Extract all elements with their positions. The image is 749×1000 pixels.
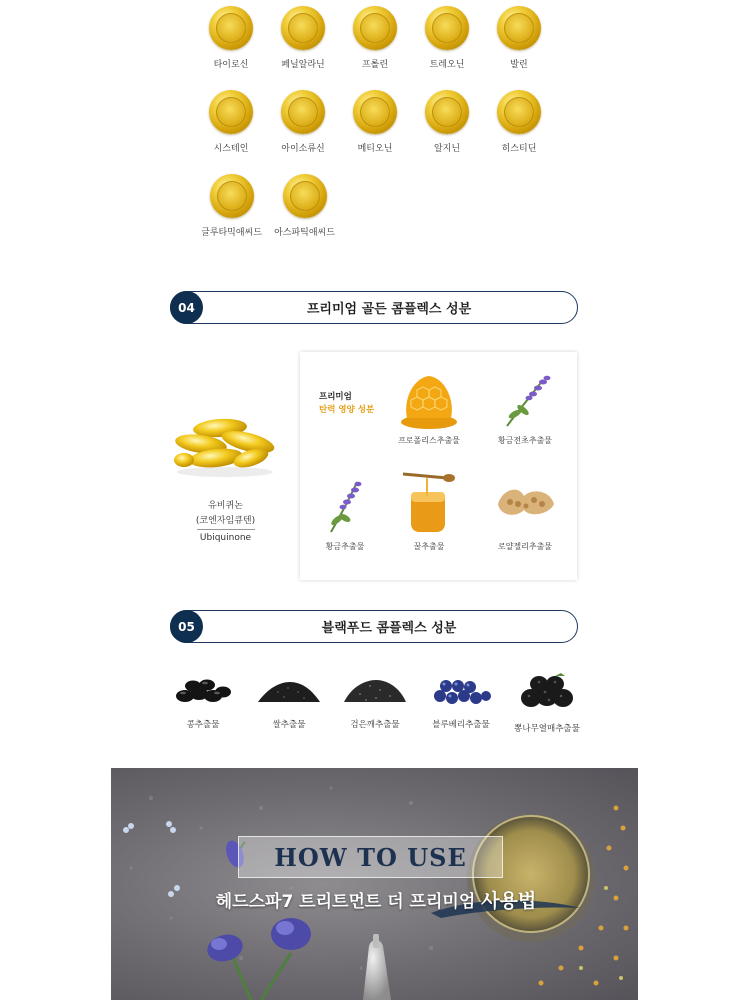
amino-acid-label: 타이로신 — [213, 60, 249, 70]
premium-heading-line2: 탄력 영양 성분 — [319, 405, 375, 415]
black-rice-icon — [254, 672, 324, 708]
ingredient-label: 꿀추출물 — [413, 542, 445, 551]
ingredient-item — [300, 474, 390, 552]
section-title: 프리미엄 골든 콤플렉스 성분 — [306, 302, 472, 317]
section-04-header — [170, 291, 578, 324]
gold-coin-icon — [353, 6, 397, 50]
black-food-label: 블루베리추출물 — [432, 720, 490, 730]
ingredient-label: 황금전초추출물 — [497, 436, 553, 445]
amino-acid-item — [411, 90, 483, 174]
amino-acid-label: 트레오닌 — [429, 60, 465, 70]
gold-coin-icon — [209, 90, 253, 134]
royal-jelly-comb-icon — [490, 474, 560, 536]
black-food-item — [246, 672, 332, 734]
ingredient-item — [480, 474, 570, 552]
amino-acid-item — [483, 90, 555, 174]
amino-acid-label: 메티오닌 — [357, 144, 393, 154]
ingredient-item — [384, 468, 474, 552]
gold-coin-icon — [497, 6, 541, 50]
section-05-header — [170, 610, 578, 643]
black-food-label: 쌀추출물 — [272, 720, 306, 730]
amino-acid-item — [483, 6, 555, 90]
amino-acid-label: 알지닌 — [433, 144, 461, 154]
product-name: 헤드스파7 트리트먼트 더 프리미엄 — [215, 892, 476, 912]
gold-coin-icon — [497, 90, 541, 134]
amino-acid-label: 아스파틱애씨드 — [274, 228, 335, 238]
black-food-item — [160, 672, 246, 734]
section-title: 블랙푸드 콤플렉스 성분 — [321, 621, 457, 636]
black-food-item — [504, 672, 590, 734]
amino-acid-item — [195, 6, 267, 90]
ingredient-item — [384, 370, 474, 446]
black-food-label: 뽕나무열매추출물 — [514, 724, 580, 734]
gold-coin-icon — [209, 6, 253, 50]
ubiquinone-korean-label: 유비퀴논 — [208, 501, 243, 511]
section-number-badge: 04 — [170, 291, 203, 324]
gold-coin-icon — [353, 90, 397, 134]
black-food-item — [332, 672, 418, 734]
premium-ingredients-box — [300, 352, 577, 580]
gold-coin-icon — [281, 6, 325, 50]
gold-coin-icon — [425, 6, 469, 50]
amino-acid-label: 페닐알라닌 — [281, 60, 325, 70]
ubiquinone-english-label: Ubiquinone — [199, 533, 252, 543]
black-food-label: 콩추출물 — [186, 720, 220, 730]
amino-acid-label: 시스테인 — [213, 144, 249, 154]
premium-heading-line1: 프리미엄 — [319, 392, 352, 402]
ingredient-label: 황금추출물 — [325, 542, 365, 551]
ingredient-label: 프로폴리스추출물 — [398, 436, 460, 445]
gold-coin-icon — [210, 174, 254, 218]
honeycomb-propolis-icon — [397, 370, 461, 430]
amino-acid-label: 프롤린 — [361, 60, 389, 70]
amino-acid-row — [195, 90, 555, 174]
section-number-badge: 05 — [170, 610, 203, 643]
amino-acid-row — [195, 6, 555, 90]
how-to-use-subtitle — [206, 886, 546, 913]
amino-acid-label: 아이소류신 — [281, 144, 325, 154]
black-food-label: 검은깨추출물 — [350, 720, 400, 730]
black-sesame-icon — [340, 672, 410, 708]
purple-herb-flower-icon — [493, 370, 557, 430]
amino-acid-item — [339, 90, 411, 174]
premium-heading — [319, 391, 374, 417]
mulberry-icon — [515, 672, 579, 712]
amino-acid-item — [268, 174, 341, 258]
gold-coin-icon — [283, 174, 327, 218]
ingredient-item — [480, 370, 570, 446]
honey-jar-icon — [397, 468, 461, 536]
how-to-use-banner — [111, 768, 638, 1000]
amino-acid-item — [267, 6, 339, 90]
blueberry-icon — [426, 672, 496, 708]
gold-coin-icon — [425, 90, 469, 134]
divider — [197, 529, 255, 530]
amino-acid-item — [267, 90, 339, 174]
black-bean-icon — [173, 672, 233, 708]
amino-acid-item — [195, 90, 267, 174]
how-to-use-title-box — [238, 836, 503, 878]
gold-coin-icon — [281, 90, 325, 134]
amino-acid-grid — [195, 6, 555, 258]
amino-acid-row — [195, 174, 555, 258]
amino-acid-item — [195, 174, 268, 258]
amino-acid-item — [411, 6, 483, 90]
black-food-row — [160, 672, 590, 734]
ingredient-label: 로얄젤리추출물 — [497, 542, 553, 551]
amino-acid-label: 글루타믹애씨드 — [201, 228, 262, 238]
black-food-item — [418, 672, 504, 734]
amino-acid-label: 발린 — [510, 60, 528, 70]
ubiquinone-capsules-image — [168, 410, 283, 478]
amino-acid-item — [339, 6, 411, 90]
usage-highlight: 사용법 — [481, 890, 537, 912]
how-to-use-title: HOW TO USE — [274, 842, 467, 872]
coenzyme-q10-label: (코엔자임큐텐) — [195, 516, 256, 526]
ubiquinone-block — [168, 410, 283, 543]
stone-background-image — [111, 768, 638, 1000]
purple-herb-flower-icon — [313, 474, 377, 536]
amino-acid-label: 히스티딘 — [501, 144, 537, 154]
